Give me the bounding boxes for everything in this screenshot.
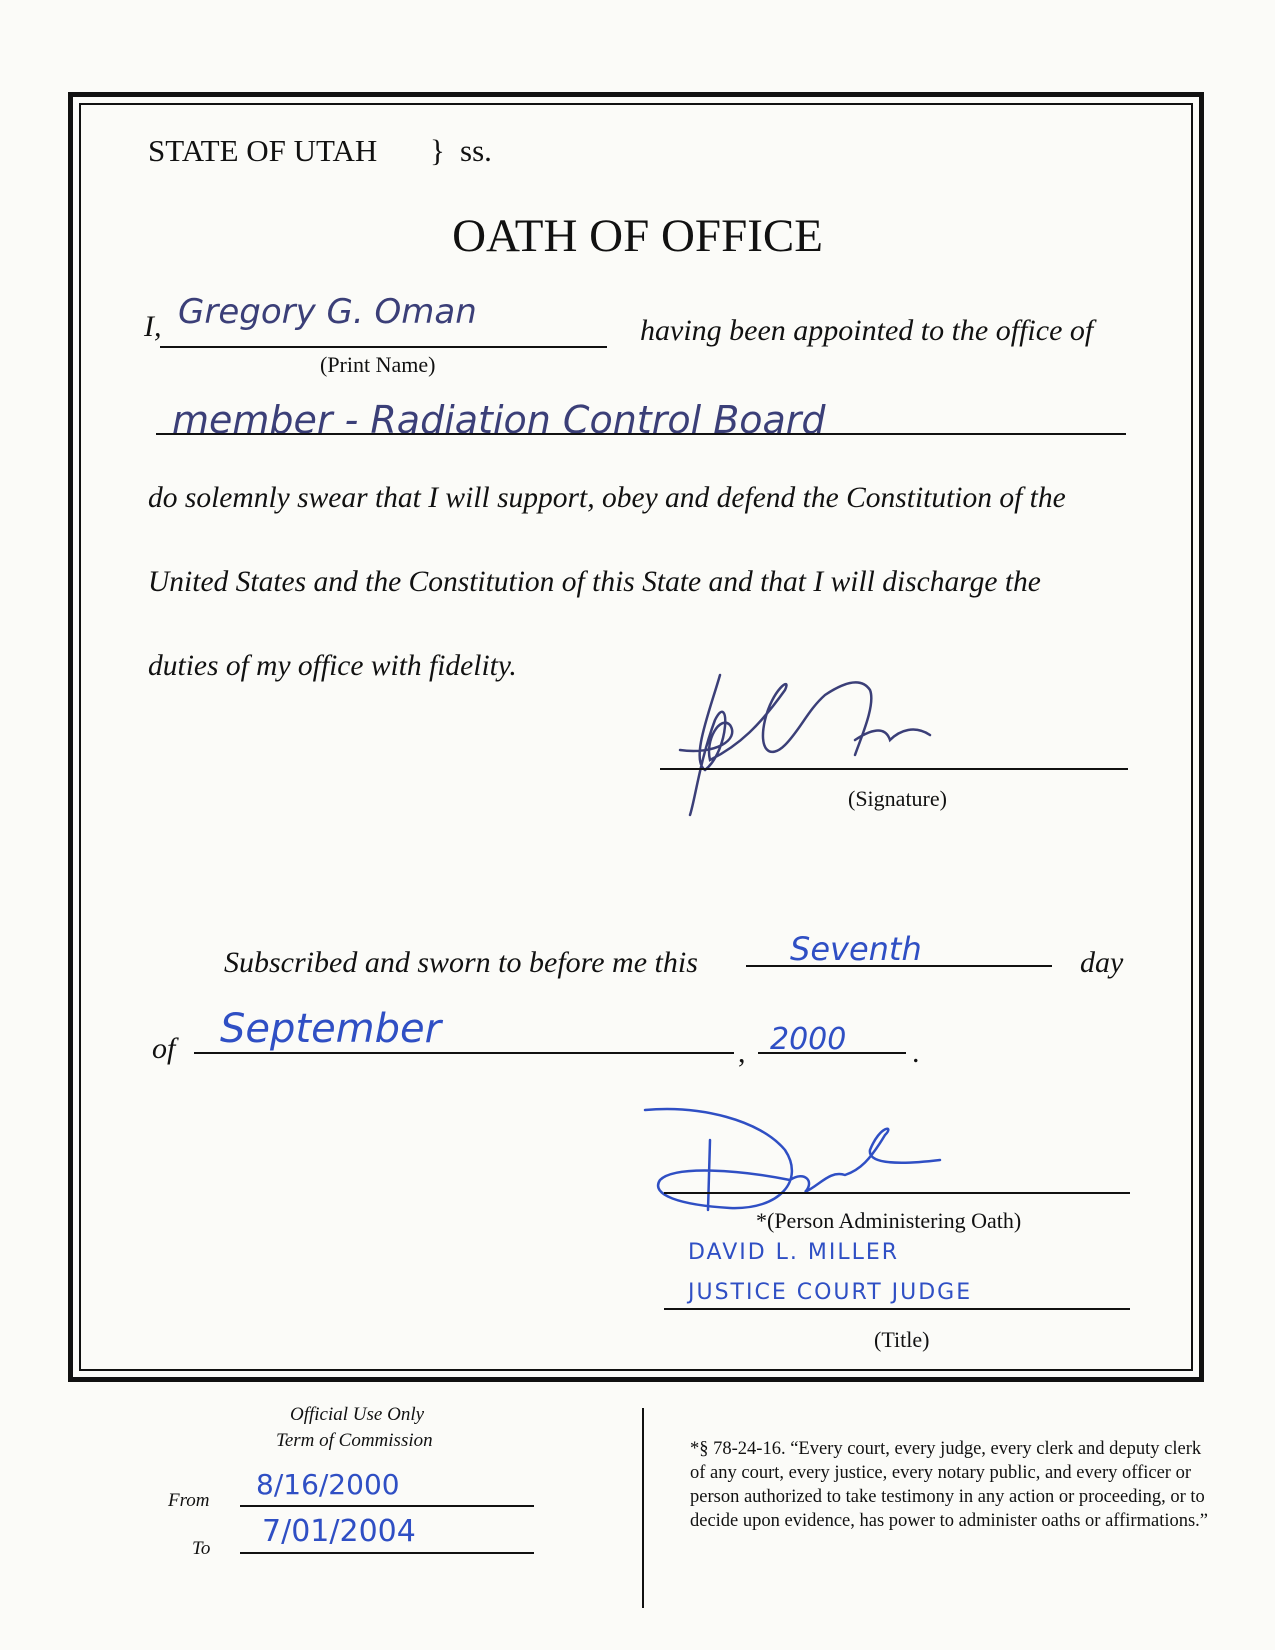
prefix-i: I, (144, 310, 162, 343)
statute-footnote: *§ 78-24-16. “Every court, every judge, every clerk and deputy clerk of any court, every justice, every notary public, and every officer or person authorized to take testimony in any action or proceeding, or to decide upon evidence, has power to administer oaths or affirmations.” (690, 1439, 1209, 1531)
footer-divider (642, 1408, 644, 1608)
from-label: From (168, 1490, 210, 1511)
brace: } (430, 133, 445, 168)
period: . (912, 1036, 920, 1069)
print-name-value: Gregory G. Oman (178, 292, 477, 332)
page-title: OATH OF OFFICE (452, 210, 823, 262)
administrator-signature (640, 1100, 970, 1220)
state-label: STATE OF UTAH (148, 133, 378, 168)
print-name-line (160, 346, 607, 348)
subscribed-text: Subscribed and sworn to before me this (224, 946, 698, 979)
official-use-heading: Official Use Only (290, 1404, 425, 1425)
day-label: day (1080, 946, 1124, 979)
office-value: member - Radiation Control Board (172, 398, 826, 442)
year-value: 2000 (770, 1022, 847, 1057)
administrator-title-value: JUSTICE COURT JUDGE (688, 1280, 973, 1305)
month-line (194, 1052, 734, 1054)
term-of-commission-heading: Term of Commission (276, 1430, 433, 1451)
oath-line-3: duties of my office with fidelity. (148, 650, 517, 682)
oath-taker-signature (660, 630, 1000, 820)
administrator-caption: *(Person Administering Oath) (756, 1208, 1022, 1233)
signature-line (660, 768, 1128, 770)
oath-line-1: do solemnly swear that I will support, obey and defend the Constitution of the (148, 482, 1066, 514)
to-label: To (192, 1538, 211, 1559)
oath-line-2: United States and the Constitution of this State and that I will discharge the (148, 566, 1041, 598)
administrator-name-value: DAVID L. MILLER (688, 1240, 900, 1265)
day-value: Seventh (790, 930, 922, 968)
office-line (156, 433, 1126, 435)
to-value: 7/01/2004 (262, 1514, 416, 1549)
ss-label: ss. (460, 133, 492, 168)
from-line (240, 1505, 534, 1507)
comma: , (738, 1036, 746, 1069)
month-value: September (220, 1006, 442, 1052)
to-line (240, 1552, 534, 1554)
year-line (758, 1052, 906, 1054)
title-caption: (Title) (874, 1327, 930, 1352)
print-name-caption: (Print Name) (320, 352, 436, 377)
from-value: 8/16/2000 (256, 1468, 400, 1501)
of-label: of (152, 1032, 176, 1065)
title-line (664, 1308, 1130, 1310)
administrator-line (664, 1192, 1130, 1194)
appointed-text: having been appointed to the office of (640, 314, 1094, 347)
signature-caption: (Signature) (848, 786, 947, 811)
day-line (746, 965, 1052, 967)
